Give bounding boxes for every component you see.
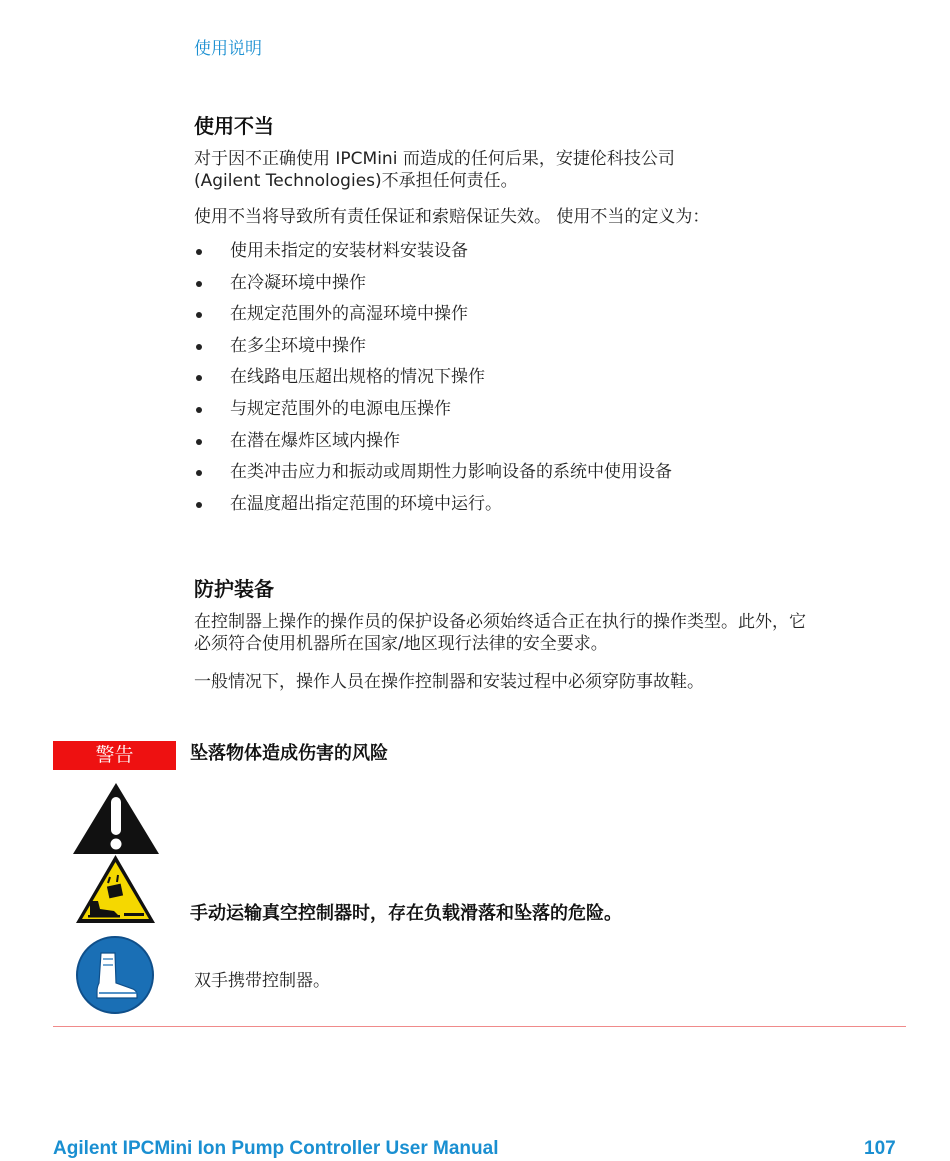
protective-paragraph-1-line-1: 在控制器上操作的操作员的保护设备必须始终适合正在执行的操作类型。此外，它 — [194, 612, 806, 632]
warning-divider — [53, 1026, 906, 1027]
misuse-paragraph-2: 使用不当将导致所有责任保证和索赔保证失效。 使用不当的定义为： — [194, 207, 710, 227]
protective-paragraph-1-line-2: 必须符合使用机器所在国家/地区现行法律的安全要求。 — [194, 634, 608, 654]
bullet-dot — [196, 344, 202, 350]
bullet-dot — [196, 249, 202, 255]
misuse-paragraph-1-line-2: (Agilent Technologies)不承担任何责任。 — [194, 171, 518, 191]
page-number: 107 — [864, 1138, 896, 1159]
section-heading-protective: 防护装备 — [194, 577, 274, 601]
protective-paragraph-1 — [194, 611, 904, 655]
bullet-dot — [196, 312, 202, 318]
list-item — [194, 492, 894, 524]
bullet-dot — [196, 470, 202, 476]
list-item — [194, 302, 894, 334]
bullet-dot — [196, 407, 202, 413]
list-item — [194, 334, 894, 366]
warning-badge: 警告 — [53, 741, 176, 770]
list-item-text: 在冷凝环境中操作 — [230, 272, 366, 293]
general-warning-icon — [71, 781, 161, 856]
section-heading-misuse: 使用不当 — [194, 114, 274, 138]
running-header: 使用说明 — [194, 39, 262, 59]
footer-manual-title: Agilent IPCMini Ion Pump Controller User Manual — [53, 1138, 499, 1159]
protective-paragraph-2: 一般情况下，操作人员在操作控制器和安装过程中必须穿防事故鞋。 — [194, 672, 704, 692]
list-item-text: 在类冲击应力和振动或周期性力影响设备的系统中使用设备 — [230, 462, 672, 483]
bullet-dot — [196, 281, 202, 287]
bullet-dot — [196, 439, 202, 445]
list-item-text: 在线路电压超出规格的情况下操作 — [230, 367, 485, 388]
bullet-dot — [196, 375, 202, 381]
list-item-text: 在多尘环境中操作 — [230, 335, 366, 356]
list-item — [194, 460, 894, 492]
list-item-text: 与规定范围外的电源电压操作 — [230, 398, 451, 419]
list-item — [194, 397, 894, 429]
safety-boots-icon — [75, 935, 155, 1015]
list-item — [194, 365, 894, 397]
misuse-list — [194, 239, 894, 523]
misuse-paragraph-1-line-1: 对于因不正确使用 IPCMini 而造成的任何后果，安捷伦科技公司 — [194, 149, 675, 169]
bullet-dot — [196, 502, 202, 508]
warning-action: 双手携带控制器。 — [194, 971, 330, 991]
falling-load-hazard-icon — [74, 853, 157, 925]
list-item-text: 使用未指定的安装材料安装设备 — [230, 241, 468, 261]
list-item-text: 在温度超出指定范围的环境中运行。 — [230, 493, 502, 514]
warning-message: 手动运输真空控制器时，存在负载滑落和坠落的危险。 — [190, 903, 622, 924]
warning-title: 坠落物体造成伤害的风险 — [190, 743, 388, 764]
misuse-paragraph-1 — [194, 148, 904, 192]
list-item-text: 在规定范围外的高湿环境中操作 — [230, 304, 468, 325]
list-item — [194, 429, 894, 461]
list-item — [194, 239, 894, 271]
list-item-text: 在潜在爆炸区域内操作 — [230, 430, 400, 451]
list-item — [194, 271, 894, 303]
